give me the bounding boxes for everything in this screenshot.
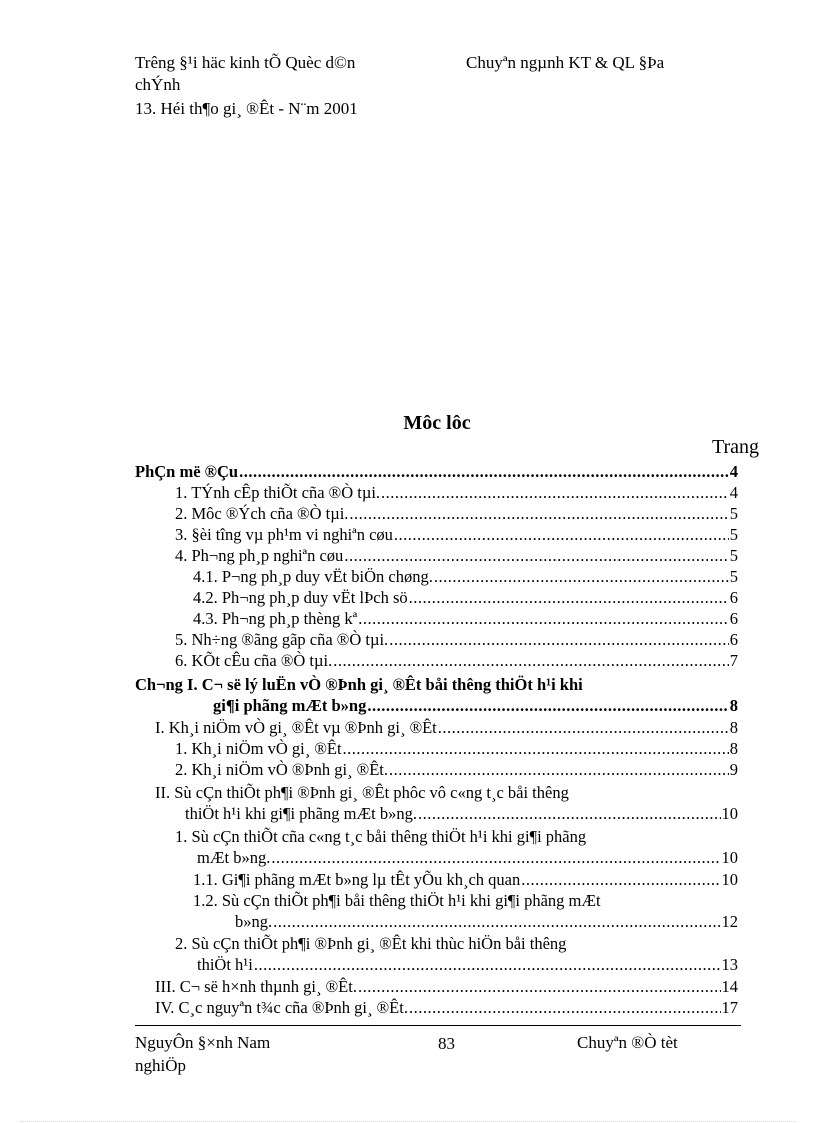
toc-entry[interactable] (235, 911, 738, 932)
toc-entry-text: 1.1. Gi¶i phãng mÆt b»ng lµ tÊt yÕu kh¸ch quan (193, 870, 521, 889)
footer-author-cont: nghiÖp (135, 1056, 186, 1075)
toc-entry-page: 5 (729, 567, 738, 586)
toc-entry-page: 8 (729, 718, 738, 737)
footer-author: NguyÔn §×nh Nam (135, 1033, 271, 1052)
toc-entry-text: mÆt b»ng. (197, 848, 271, 867)
toc-entry[interactable] (193, 869, 738, 890)
toc-title: Môc lôc (403, 412, 471, 434)
toc-page-label: Trang (712, 436, 760, 458)
toc-entry-text: 1. TÝnh cÊp thiÕt cña ®Ò tµi. (175, 483, 381, 502)
footer-rule (135, 1025, 741, 1026)
toc-entry-text: PhÇn më ®Çu (135, 462, 239, 481)
toc-entry[interactable] (175, 650, 738, 671)
toc-entry-text: 4.2. Ph¬ng ph¸p duy vËt lÞch sö (193, 588, 408, 607)
toc-entry-page: 5 (729, 525, 738, 544)
toc-entry[interactable] (175, 759, 738, 780)
page-edge (20, 1121, 796, 1122)
toc-entry[interactable] (175, 482, 738, 503)
toc-entry-page: 10 (721, 870, 738, 889)
header-major: Chuyªn ngµnh KT & QL §Þa (466, 53, 665, 72)
toc-entry-page: 12 (721, 912, 738, 931)
toc-entry-page: 8 (729, 696, 738, 715)
toc-entry-text: gi¶i phãng mÆt b»ng (213, 696, 367, 715)
toc-entry[interactable] (175, 629, 738, 650)
toc-entry-text: 6. KÕt cÊu cña ®Ò tµi. (175, 651, 333, 670)
toc-entry-page: 5 (729, 546, 738, 565)
toc-entry[interactable] (197, 847, 738, 868)
toc-chapter-title[interactable]: Ch¬ng I. C¬ së lý luËn vÒ ®Þnh gi¸ ®Êt båi thêng thiÖt h¹i khi (135, 675, 583, 694)
toc-entry-line1[interactable]: 2. Sù cÇn thiÕt ph¶i ®Þnh gi¸ ®Êt khi thùc hiÖn båi thêng (175, 934, 567, 953)
toc-entry[interactable] (175, 524, 738, 545)
toc-entry-page: 6 (729, 630, 738, 649)
toc-entry-line1[interactable]: II. Sù cÇn thiÕt ph¶i ®Þnh gi¸ ®Êt phôc vô c«ng t¸c båi thêng (155, 783, 569, 802)
toc-entry-text: thiÖt h¹i (197, 955, 253, 974)
toc-entry-text: 4. Ph¬ng ph¸p nghiªn cøu (175, 546, 344, 565)
toc-entry[interactable] (175, 545, 738, 566)
toc-entry-page: 10 (721, 848, 738, 867)
toc-entry-text: thiÖt h¹i khi gi¶i phãng mÆt b»ng. (185, 804, 417, 823)
toc-entry[interactable] (185, 803, 738, 824)
toc-entry-text: 1. Kh¸i niÖm vÒ gi¸ ®Êt (175, 739, 342, 758)
toc-entry-text: 5. Nh÷ng ®ãng gãp cña ®Ò tµi. (175, 630, 389, 649)
toc-entry-text: 4.3. Ph¬ng ph¸p thèng kª (193, 609, 358, 628)
toc-entry[interactable] (155, 997, 738, 1018)
header-school-cont: chÝnh (135, 75, 181, 94)
toc-entry-page: 6 (729, 588, 738, 607)
toc-entry-page: 8 (729, 739, 738, 758)
toc-entry[interactable] (193, 587, 738, 608)
toc-entry[interactable] (135, 461, 738, 482)
toc-entry-page: 10 (721, 804, 738, 823)
toc-entry-page: 5 (729, 504, 738, 523)
toc-entry-text: III. C¬ së h×nh thµnh gi¸ ®Êt. (155, 977, 357, 996)
toc-entry-text: 2. Kh¸i niÖm vÒ ®Þnh gi¸ ®Êt. (175, 760, 388, 779)
toc-entry[interactable] (213, 695, 738, 716)
toc-entry-text: 3. §èi tîng vµ ph¹m vi nghiªn cøu (175, 525, 393, 544)
toc-entry[interactable] (175, 738, 738, 759)
toc-entry-text: 2. Môc ®Ých cña ®Ò tµi. (175, 504, 349, 523)
toc-entry-page: 9 (729, 760, 738, 779)
toc-entry-page: 13 (721, 955, 738, 974)
toc-entry-page: 17 (721, 998, 738, 1017)
toc-entry-page: 4 (729, 483, 738, 502)
toc-entry-line1[interactable]: 1.2. Sù cÇn thiÕt ph¶i båi thêng thiÖt h¹i khi gi¶i phãng mÆt (193, 891, 601, 910)
toc-entry-text: IV. C¸c nguyªn t¾c cña ®Þnh gi¸ ®Êt. (155, 998, 408, 1017)
toc-entry[interactable] (193, 608, 738, 629)
footer-right: Chuyªn ®Ò tèt (577, 1033, 678, 1052)
header-school: Trêng §¹i häc kinh tÕ Quèc d©n (135, 53, 356, 72)
toc-entry-line1[interactable]: 1. Sù cÇn thiÕt cña c«ng t¸c båi thêng thiÖt h¹i khi gi¶i phãng (175, 827, 587, 846)
toc-entry-page: 4 (729, 462, 738, 481)
toc-entry[interactable] (197, 954, 738, 975)
toc-entry-page: 14 (721, 977, 738, 996)
toc-entry-text: 4.1. P¬ng ph¸p duy vËt biÖn chøng. (193, 567, 433, 586)
toc-entry[interactable] (193, 566, 738, 587)
toc-entry-page: 6 (729, 609, 738, 628)
toc-entry[interactable] (155, 717, 738, 738)
toc-entry-text: b»ng. (235, 912, 273, 931)
header-reference: 13. Héi th¶o gi¸ ®Êt - N¨m 2001 (135, 99, 358, 118)
footer-page-number: 83 (438, 1034, 455, 1053)
toc-entry[interactable] (175, 503, 738, 524)
toc-entry[interactable] (155, 976, 738, 997)
toc-entry-page: 7 (729, 651, 738, 670)
toc-entry-text: I. Kh¸i niÖm vÒ gi¸ ®Êt vµ ®Þnh gi¸ ®Êt (155, 718, 437, 737)
